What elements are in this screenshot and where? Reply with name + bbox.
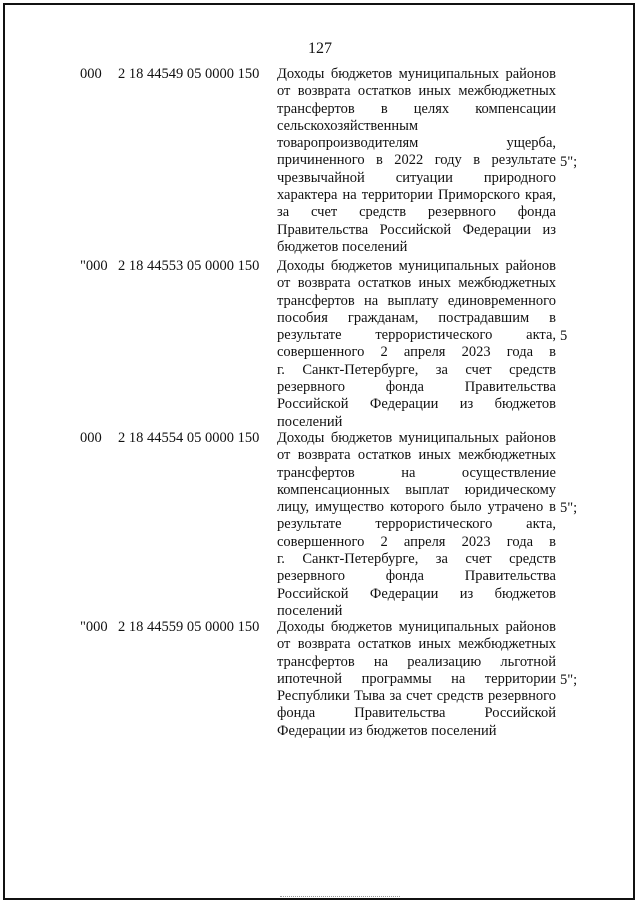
income-description xyxy=(277,619,556,740)
description-line: от возврата остатков иных межбюджетных xyxy=(277,447,556,464)
description-line: совершенного 2 апреля 2023 года в xyxy=(277,533,556,550)
admin-code: 000 xyxy=(80,430,102,446)
description-line: от возврата остатков иных межбюджетных xyxy=(277,636,556,653)
description-line: фонда Правительства Российской xyxy=(277,705,556,722)
description-line: трансфертов в целях компенсации xyxy=(277,100,556,117)
description-line: характера на территории Приморского края, xyxy=(277,187,556,204)
description-line: результате террористического акта, xyxy=(277,516,556,533)
description-line: за счет средств резервного фонда xyxy=(277,204,556,221)
description-line: г. Санкт-Петербурге, за счет средств xyxy=(277,551,556,568)
admin-code: "000 xyxy=(80,619,108,635)
description-line: Российской Федерации из бюджетов xyxy=(277,585,556,602)
description-line: пособия гражданам, пострадавшим в xyxy=(277,309,556,326)
budget-classification-code: 2 18 44553 05 0000 150 xyxy=(118,258,260,274)
description-line: компенсационных выплат юридическому xyxy=(277,481,556,498)
income-description xyxy=(277,430,556,620)
description-line: сельскохозяйственным xyxy=(277,117,419,134)
description-line: трансфертов на реализацию льготной xyxy=(277,653,556,670)
description-line: Доходы бюджетов муниципальных районов xyxy=(277,258,556,274)
description-line: результате террористического акта, xyxy=(277,327,556,344)
budget-classification-code: 2 18 44549 05 0000 150 xyxy=(118,66,260,82)
description-line: Правительства Российской Федерации из xyxy=(277,221,556,238)
income-description xyxy=(277,66,556,256)
description-line: трансфертов на выплату единовременного xyxy=(277,292,556,309)
description-line: Доходы бюджетов муниципальных районов xyxy=(277,66,556,82)
amount-value: 5"; xyxy=(560,500,578,517)
description-line: резервного фонда Правительства xyxy=(277,568,556,585)
description-line: лицу, имущество которого было утрачено в xyxy=(277,499,556,516)
scan-mark xyxy=(280,896,400,898)
amount-value: 5 xyxy=(560,328,568,345)
description-line: резервного фонда Правительства xyxy=(277,379,556,396)
description-line: бюджетов поселений xyxy=(277,238,408,255)
description-line: Доходы бюджетов муниципальных районов xyxy=(277,430,556,446)
description-line: ипотечной программы на территории xyxy=(277,670,556,687)
description-line: от возврата остатков иных межбюджетных xyxy=(277,83,556,100)
budget-classification-code: 2 18 44554 05 0000 150 xyxy=(118,430,260,446)
description-line: г. Санкт-Петербурге, за счет средств xyxy=(277,361,556,378)
admin-code: 000 xyxy=(80,66,102,82)
amount-value: 5"; xyxy=(560,153,578,170)
description-line: Федерации из бюджетов поселений xyxy=(277,722,497,739)
description-line: трансфертов на осуществление xyxy=(277,464,556,481)
income-description xyxy=(277,258,556,431)
amount-value: 5"; xyxy=(560,671,578,688)
page-number: 127 xyxy=(308,40,332,57)
description-line: Доходы бюджетов муниципальных районов xyxy=(277,619,556,635)
budget-classification-code: 2 18 44559 05 0000 150 xyxy=(118,619,260,635)
description-line: Российской Федерации из бюджетов xyxy=(277,396,556,413)
description-line: чрезвычайной ситуации природного xyxy=(277,169,556,186)
description-line: поселений xyxy=(277,413,343,430)
description-line: Республики Тыва за счет средств резервного xyxy=(277,688,556,705)
description-line: от возврата остатков иных межбюджетных xyxy=(277,275,556,292)
admin-code: "000 xyxy=(80,258,108,274)
description-line: совершенного 2 апреля 2023 года в xyxy=(277,344,556,361)
description-line: причиненного в 2022 году в результате xyxy=(277,152,556,169)
description-line: товаропроизводителям ущерба, xyxy=(277,135,556,152)
description-line: поселений xyxy=(277,602,343,619)
